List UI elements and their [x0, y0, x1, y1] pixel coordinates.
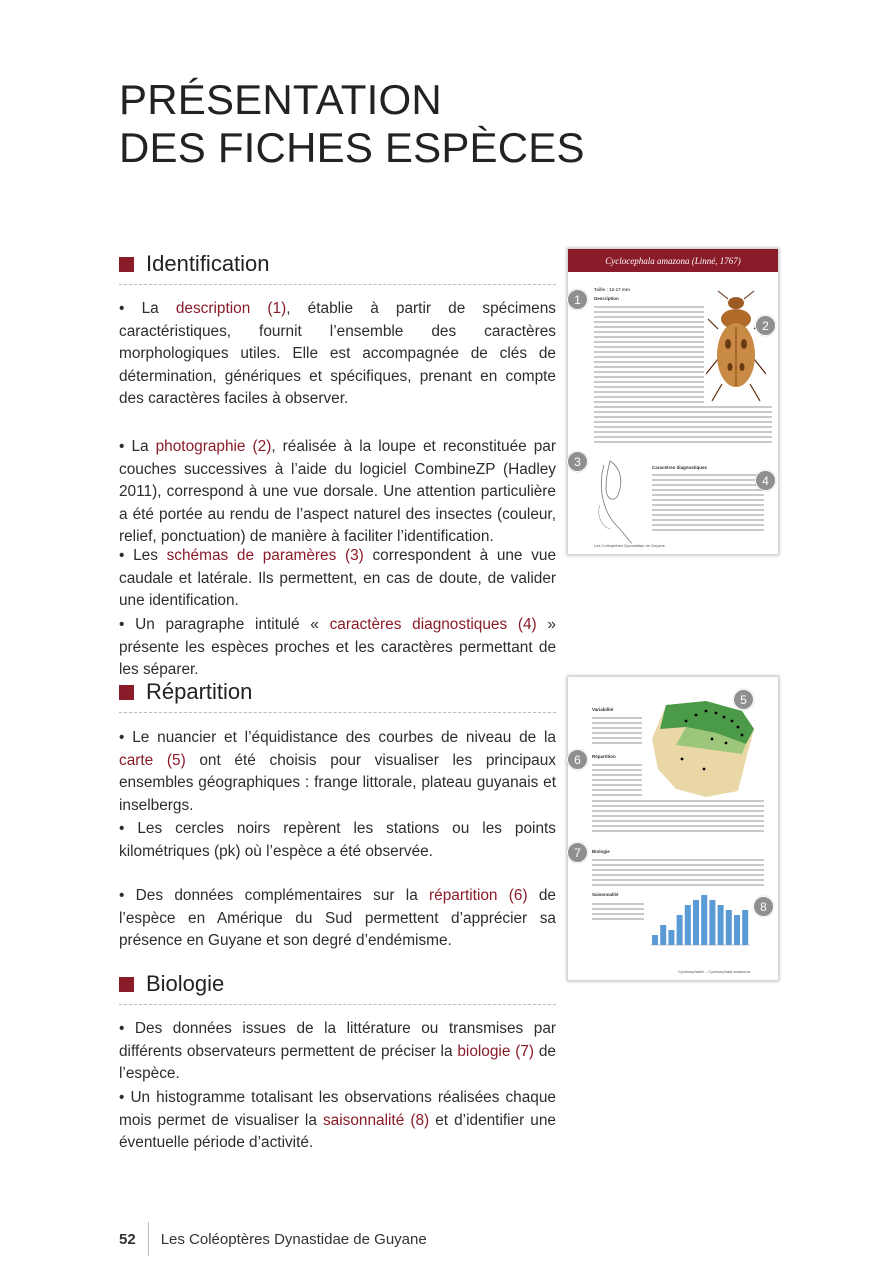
- distribution-sheet-preview: [567, 676, 779, 981]
- page-footer: [119, 1222, 427, 1256]
- callout-marker-1: 1: [567, 289, 588, 310]
- callout-marker-2: 2: [755, 315, 776, 336]
- paragraph-carte: • Le nuancier et l’équidistance des courbes de niveau de la carte (5) ont été choisis pour visualiser les principaux ensembles géographiques : frange littorale, plateau guyanais et inselbergs.: [119, 729, 556, 814]
- paragraph-saisonnalite: • Un histogramme totalisant les observations réalisées chaque mois permet de visualiser la saisonnalité (8) et d’identifier une éventuelle période d’activité.: [119, 1089, 556, 1151]
- callout-marker-4: 4: [755, 470, 776, 491]
- ref-repartition: répartition (6): [429, 887, 528, 904]
- sheet-repartition-text: [592, 764, 642, 799]
- paragraph-schemas: • Les schémas de paramères (3) correspondent à une vue caudale et latérale. Ils permettent, en cas de doute, de valider une identification.: [119, 547, 557, 609]
- sheet-footer: Les Coléoptères Dynastidae de Guyane: [594, 543, 665, 548]
- paragraph-photographie: • La photographie (2), réalisée à la loupe et reconstituée par couches successives à l’aide du logiciel CombineZP (Hadley 2011), correspond à une vue dorsale. Une attention particulière a été portée au rendu de l’aspect naturel des insectes (couleur, relief, ponctuation) de manière à faciliter l’identification.: [119, 438, 556, 545]
- ref-schemas: schémas de paramères (3): [166, 547, 364, 564]
- book-title: Les Coléoptères Dynastidae de Guyane: [160, 1230, 427, 1248]
- sheet-description-text-wide: [594, 406, 772, 446]
- sheet-caracteres-label: Caractères diagnostiques: [652, 465, 708, 470]
- paragraph-repartition: • Des données complémentaires sur la répartition (6) de l’espèce en Amérique du Sud permettent d’apprécier sa présence en Guyane et son degré d’endémisme.: [119, 887, 556, 949]
- ref-description: description (1): [175, 300, 287, 317]
- species-sheet-preview: [567, 248, 779, 555]
- histogram-bar: [660, 925, 666, 945]
- square-bullet-icon: [119, 257, 134, 272]
- sheet-taille: Taille : 12-17 mm: [594, 287, 630, 292]
- square-bullet-icon: [119, 977, 134, 992]
- divider: [119, 1004, 556, 1005]
- beetle-photo: [706, 289, 766, 404]
- page-number: 52: [119, 1230, 136, 1248]
- histogram-bar: [718, 905, 724, 945]
- sheet-caracteres-text: [652, 474, 764, 534]
- ref-biologie: biologie (7): [457, 1042, 535, 1060]
- histogram-bar: [734, 915, 740, 945]
- sheet-description-label: Description: [594, 296, 619, 301]
- sheet-description-text: [594, 306, 704, 406]
- sheet-biologie-text: [592, 859, 764, 889]
- heading-text: Biologie: [146, 971, 225, 996]
- callout-marker-8: 8: [753, 896, 774, 917]
- paragraph-biologie: • Des données issues de la littérature ou transmises par différents observateurs permettent de préciser la biologie (7) de l’espèce.: [119, 1020, 557, 1082]
- title-line-1: PRÉSENTATION: [119, 76, 442, 123]
- sheet-repartition-text-wide: [592, 800, 764, 835]
- ref-carte: carte (5): [119, 751, 186, 769]
- divider: [119, 712, 556, 713]
- histogram-bar: [668, 930, 674, 945]
- callout-marker-3: 3: [567, 451, 588, 472]
- distribution-map: [646, 699, 758, 799]
- ref-caracteres: caractères diagnostiques (4): [329, 616, 537, 633]
- sheet-biologie-label: Biologie: [592, 849, 610, 854]
- footer-separator: [148, 1222, 149, 1256]
- histogram-bar: [652, 935, 658, 945]
- title-line-2: DES FICHES ESPÈCES: [119, 124, 585, 171]
- histogram-bar: [709, 900, 715, 945]
- section-repartition-heading: [119, 679, 252, 705]
- sheet-repartition-label: Répartition: [592, 754, 616, 759]
- sheet-variabilite-text: [592, 717, 642, 747]
- histogram-bar: [742, 910, 748, 945]
- histogram-bar: [685, 905, 691, 945]
- paramere-sketch: [596, 455, 636, 545]
- callout-marker-7: 7: [567, 842, 588, 863]
- paragraph-caracteres: • Un paragraphe intitulé « caractères diagnostiques (4) » présente les espèces proches et les caractères permettant de les séparer.: [119, 616, 556, 678]
- histogram-bar: [677, 915, 683, 945]
- histogram-bar: [701, 895, 707, 945]
- ref-photographie: photographie (2): [155, 438, 272, 455]
- square-bullet-icon: [119, 685, 134, 700]
- heading-text: Identification: [146, 251, 270, 276]
- section-biologie-heading: [119, 971, 224, 997]
- saisonnalite-histogram: [648, 889, 752, 947]
- page-title: [119, 76, 585, 172]
- section-identification-heading: [119, 251, 270, 277]
- sheet-header: Cyclocephala amazona (Linné, 1767): [568, 249, 778, 272]
- sheet-saisonnalite-text: [592, 903, 644, 923]
- divider: [119, 284, 556, 285]
- paragraph-description: • La description (1), établie à partir de spécimens caractéristiques, fournit l’ensemble des caractères morphologiques utiles. Elle est accompagnée de clés de détermination, génériques et spécifiques, prenant en compte des caractères faciles à observer.: [119, 300, 556, 407]
- histogram-bar: [693, 900, 699, 945]
- sheet-saisonnalite-label: Saisonnalité: [592, 892, 619, 897]
- callout-marker-6: 6: [567, 749, 588, 770]
- histogram-bar: [726, 910, 732, 945]
- sheet-footer: Cyclocephalini – Cyclocephala amazona: [678, 969, 750, 974]
- heading-text: Répartition: [146, 679, 253, 704]
- paragraph-cercles: • Les cercles noirs repèrent les stations ou les points kilométriques (pk) où l’espèce a été observée.: [119, 820, 556, 860]
- ref-saisonnalite: saisonnalité (8): [322, 1111, 430, 1129]
- callout-marker-5: 5: [733, 689, 754, 710]
- sheet-variabilite-label: Variabilité: [592, 707, 614, 712]
